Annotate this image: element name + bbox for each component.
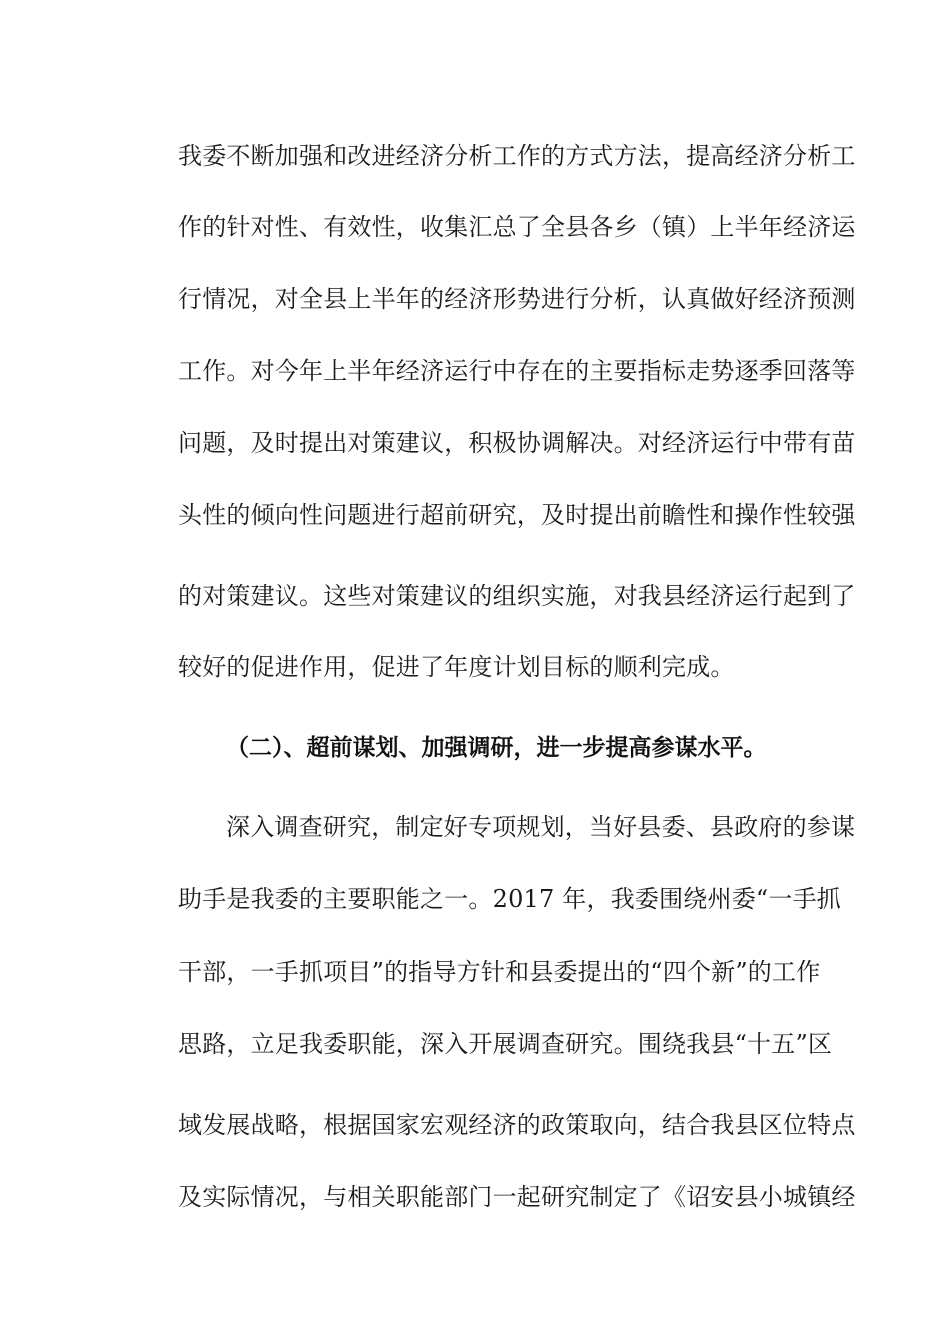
- body-text-line: 域发展战略，根据国家宏观经济的政策取向，结合我县区位特点: [178, 1111, 856, 1139]
- body-text-line: 作的针对性、有效性，收集汇总了全县各乡（镇）上半年经济运: [178, 213, 856, 241]
- body-text-line: 头性的倾向性问题进行超前研究，及时提出前瞻性和操作性较强: [178, 501, 856, 529]
- body-text-line: 助手是我委的主要职能之一。2017 年，我委围绕州委“一手抓: [178, 885, 841, 913]
- body-text-line: 行情况，对全县上半年的经济形势进行分析，认真做好经济预测: [178, 285, 856, 313]
- body-text-line: 较好的促进作用，促进了年度计划目标的顺利完成。: [178, 653, 735, 681]
- body-text-line: 干部，一手抓项目”的指导方针和县委提出的“四个新”的工作: [178, 958, 821, 986]
- body-text-line: 问题，及时提出对策建议，积极协调解决。对经济运行中带有苗: [178, 429, 856, 457]
- body-text-line: 的对策建议。这些对策建议的组织实施，对我县经济运行起到了: [178, 582, 856, 610]
- body-text-line: 及实际情况，与相关职能部门一起研究制定了《诏安县小城镇经: [178, 1183, 856, 1211]
- body-text-line: 深入调查研究，制定好专项规划，当好县委、县政府的参谋: [226, 813, 856, 841]
- body-text-line: 思路，立足我委职能，深入开展调查研究。围绕我县“十五”区: [178, 1030, 833, 1058]
- body-text-line: 我委不断加强和改进经济分析工作的方式方法，提高经济分析工: [178, 142, 856, 170]
- section-heading: （二）、超前谋划、加强调研，进一步提高参谋水平。: [226, 735, 767, 761]
- body-text-line: 工作。对今年上半年经济运行中存在的主要指标走势逐季回落等: [178, 357, 856, 385]
